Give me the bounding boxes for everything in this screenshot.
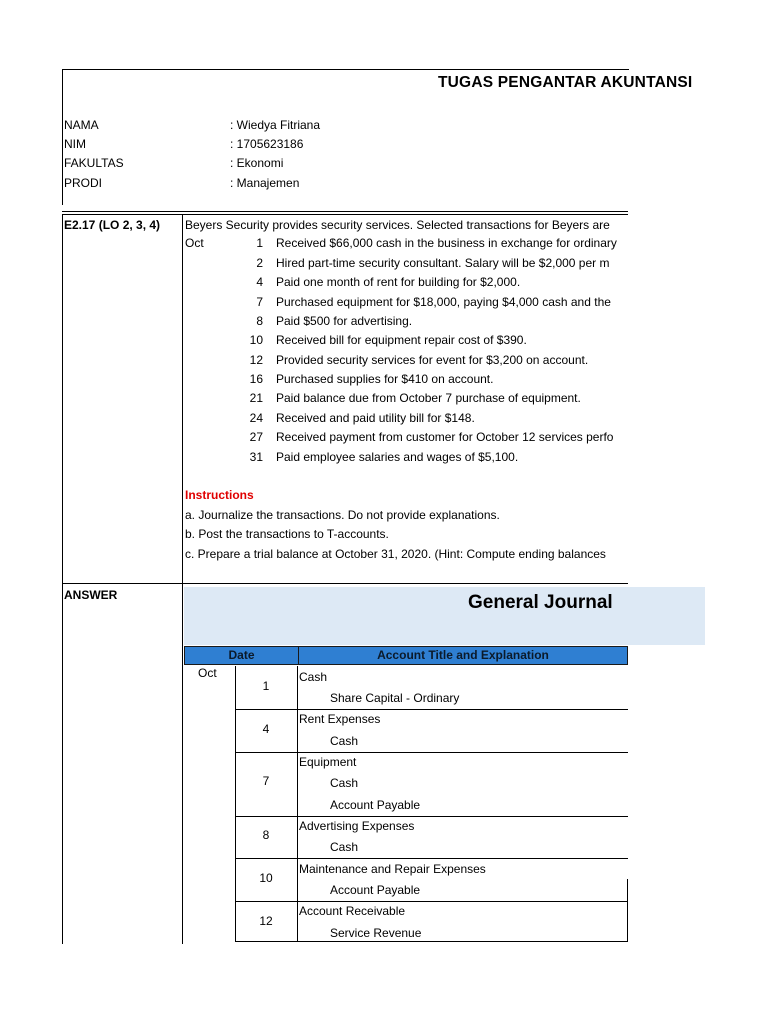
entry-credit: Cash bbox=[330, 734, 359, 748]
double-rule-top bbox=[62, 211, 628, 212]
entry-debit: Rent Expenses bbox=[299, 712, 381, 726]
field-label-nama: NAMA bbox=[64, 118, 99, 132]
entry-credit: Cash bbox=[330, 840, 359, 854]
journal-title-band bbox=[184, 587, 705, 645]
transaction-day: 21 bbox=[249, 391, 263, 405]
transaction-row bbox=[185, 391, 628, 410]
double-rule-bottom bbox=[62, 214, 628, 215]
field-value-prodi: : Manajemen bbox=[230, 176, 300, 190]
entry-debit: Advertising Expenses bbox=[299, 819, 415, 833]
transaction-row bbox=[185, 256, 628, 275]
transaction-row bbox=[185, 314, 628, 333]
transaction-text: Received bill for equipment repair cost of $390. bbox=[276, 333, 527, 347]
transaction-row bbox=[185, 275, 628, 294]
field-label-prodi: PRODI bbox=[64, 176, 103, 190]
transaction-day: 24 bbox=[249, 411, 263, 425]
transaction-row bbox=[185, 353, 628, 372]
journal-right-edge bbox=[627, 879, 628, 942]
transaction-day: 12 bbox=[249, 353, 263, 367]
transaction-text: Paid employee salaries and wages of $5,100. bbox=[276, 450, 519, 464]
transaction-text: Purchased supplies for $410 on account. bbox=[276, 372, 494, 386]
transaction-row bbox=[185, 450, 628, 469]
transaction-day: 2 bbox=[256, 256, 263, 270]
transaction-day: 27 bbox=[249, 430, 263, 444]
column-header-date: Date bbox=[228, 648, 255, 662]
answer-rule bbox=[62, 583, 628, 584]
column-divider bbox=[182, 214, 183, 944]
entry-credit: Service Revenue bbox=[330, 926, 422, 940]
transaction-text: Received payment from customer for October 12 services perfo bbox=[276, 430, 614, 444]
transaction-day: 4 bbox=[256, 275, 263, 289]
entry-day: 1 bbox=[262, 679, 270, 693]
journal-header-row bbox=[184, 646, 628, 665]
journal-row-divider bbox=[235, 941, 628, 942]
entry-day: 10 bbox=[259, 871, 273, 885]
transaction-day: 16 bbox=[249, 372, 263, 386]
transaction-row bbox=[185, 372, 628, 391]
transaction-row bbox=[185, 430, 628, 449]
entry-debit: Account Receivable bbox=[299, 904, 406, 918]
field-label-nim: NIM bbox=[64, 137, 86, 151]
journal-row-divider bbox=[235, 752, 628, 753]
field-value-nama: : Wiedya Fitriana bbox=[230, 118, 321, 132]
entry-debit: Cash bbox=[299, 670, 328, 684]
transaction-text: Paid $500 for advertising. bbox=[276, 314, 413, 328]
journal-row-divider bbox=[235, 858, 628, 859]
transaction-text: Purchased equipment for $18,000, paying $4,000 cash and the bbox=[276, 295, 611, 309]
entry-credit: Share Capital - Ordinary bbox=[330, 691, 460, 705]
journal-title: General Journal bbox=[468, 592, 613, 613]
entry-debit: Maintenance and Repair Expenses bbox=[299, 862, 486, 876]
field-value-fakultas: : Ekonomi bbox=[230, 156, 284, 170]
instruction-c: c. Prepare a trial balance at October 31, 2020. (Hint: Compute ending balances bbox=[185, 547, 606, 561]
transaction-day: 31 bbox=[249, 450, 263, 464]
transaction-text: Paid one month of rent for building for $2,000. bbox=[276, 275, 521, 289]
transaction-row bbox=[185, 236, 628, 255]
transaction-text: Hired part-time security consultant. Salary will be $2,000 per m bbox=[276, 256, 610, 270]
journal-month: Oct bbox=[198, 666, 217, 680]
journal-row-divider bbox=[235, 901, 628, 902]
journal-row-divider bbox=[235, 709, 628, 710]
entry-credit: Account Payable bbox=[330, 798, 421, 812]
entry-day: 8 bbox=[262, 828, 270, 842]
transaction-row bbox=[185, 333, 628, 352]
entry-day: 7 bbox=[262, 774, 270, 788]
journal-row-divider bbox=[235, 816, 628, 817]
transaction-row bbox=[185, 411, 628, 430]
instruction-a: a. Journalize the transactions. Do not provide explanations. bbox=[185, 508, 500, 522]
entry-day: 4 bbox=[262, 722, 270, 736]
transaction-day: 1 bbox=[256, 236, 263, 250]
column-header-account: Account Title and Explanation bbox=[377, 648, 549, 662]
entry-debit: Equipment bbox=[299, 755, 357, 769]
problem-intro: Beyers Security provides security services. Selected transactions for Beyers are bbox=[185, 218, 610, 232]
entry-credit: Cash bbox=[330, 776, 359, 790]
transaction-day: 10 bbox=[249, 333, 263, 347]
transaction-day: 8 bbox=[256, 314, 263, 328]
transaction-month: Oct bbox=[185, 236, 204, 250]
answer-label: ANSWER bbox=[64, 588, 118, 602]
transaction-text: Paid balance due from October 7 purchase of equipment. bbox=[276, 391, 581, 405]
entry-day: 12 bbox=[259, 914, 273, 928]
instructions-heading: Instructions bbox=[185, 488, 254, 502]
transaction-day: 7 bbox=[256, 295, 263, 309]
entry-credit: Account Payable bbox=[330, 883, 421, 897]
transaction-text: Received $66,000 cash in the business in exchange for ordinary bbox=[276, 236, 617, 250]
field-value-nim: : 1705623186 bbox=[230, 137, 304, 151]
left-border bbox=[62, 214, 63, 944]
page-title: TUGAS PENGANTAR AKUNTANSI bbox=[438, 74, 693, 91]
field-label-fakultas: FAKULTAS bbox=[64, 156, 124, 170]
transaction-text: Received and paid utility bill for $148. bbox=[276, 411, 475, 425]
transaction-row bbox=[185, 295, 628, 314]
transaction-text: Provided security services for event for $3,200 on account. bbox=[276, 353, 589, 367]
instruction-b: b. Post the transactions to T-accounts. bbox=[185, 527, 389, 541]
problem-code: E2.17 (LO 2, 3, 4) bbox=[64, 218, 161, 232]
